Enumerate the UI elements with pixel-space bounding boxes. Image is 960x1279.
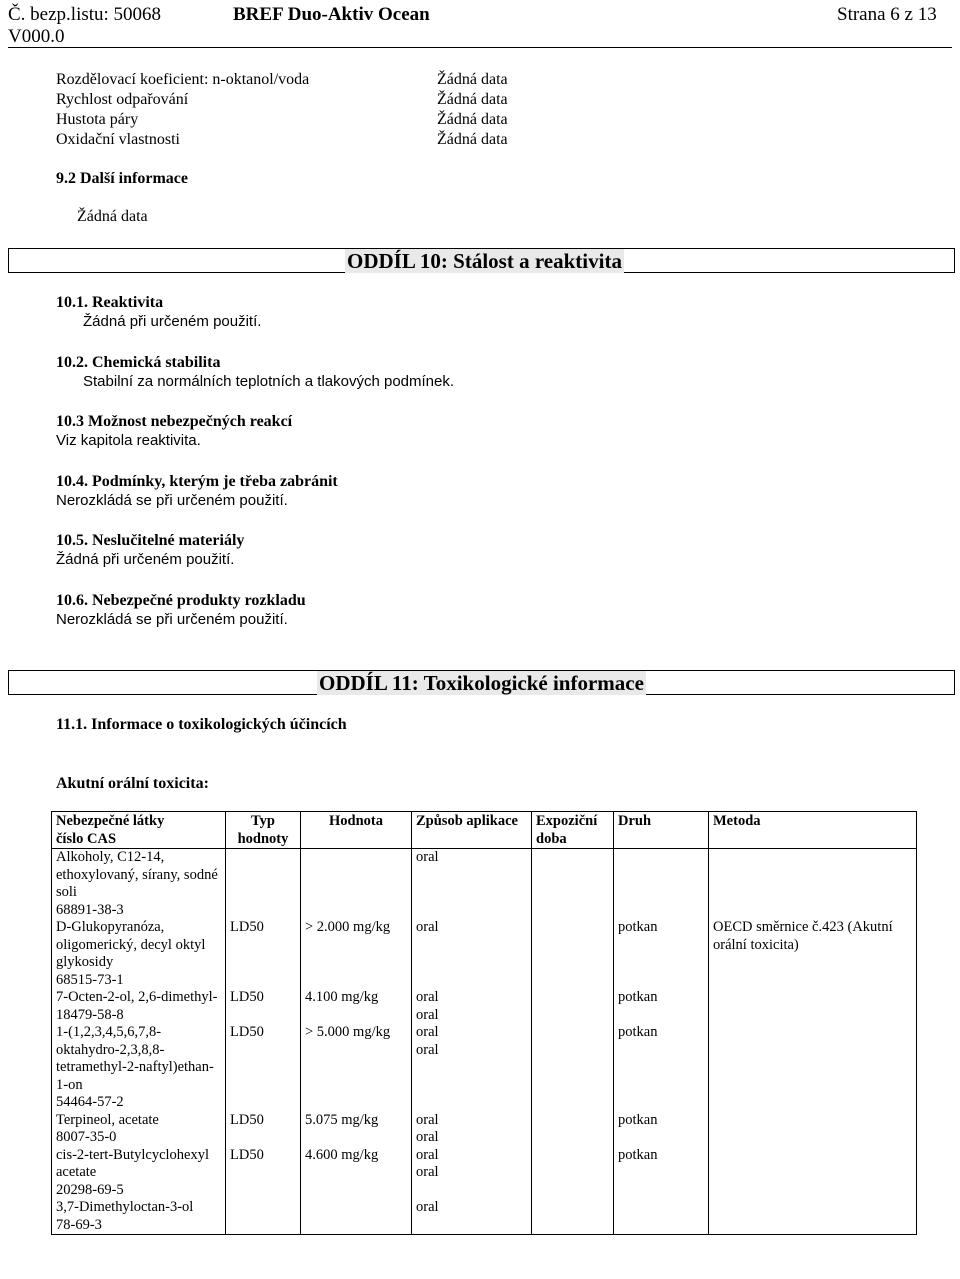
exposure-cell xyxy=(532,1112,614,1147)
property-label: Hustota páry xyxy=(56,111,139,128)
cas-number: 68891-38-3 xyxy=(56,901,124,918)
cas-number: 78-69-3 xyxy=(56,1216,102,1233)
page-number: Strana 6 z 13 xyxy=(837,4,937,25)
type-cell xyxy=(226,1199,301,1235)
item-10-2-title: 10.2. Chemická stabilita xyxy=(56,354,221,371)
header-substance-label: Nebezpečné látky xyxy=(56,813,165,829)
property-label: Rozdělovací koeficient: n-oktanol/voda xyxy=(56,71,310,88)
subsection-11-1-title: 11.1. Informace o toxikologických účincích xyxy=(56,716,347,733)
substance-cell xyxy=(52,849,226,920)
item-10-3-title: 10.3 Možnost nebezpečných reakcí xyxy=(56,413,293,430)
header-species: Druh xyxy=(614,812,709,849)
item-10-5-title: 10.5. Neslučitelné materiály xyxy=(56,532,245,549)
route-value: oral xyxy=(416,1164,439,1180)
substance-cell xyxy=(52,1112,226,1147)
section-11-title: ODDÍL 11: Toxikologické informace xyxy=(319,671,644,695)
species-cell: potkan xyxy=(614,1147,709,1200)
value-cell: > 2.000 mg/kg xyxy=(301,919,412,989)
value-cell: > 5.000 mg/kg xyxy=(301,1024,412,1112)
exposure-cell xyxy=(532,1147,614,1200)
route-extra: oral xyxy=(416,1146,439,1163)
substance-name: Alkoholy, C12-14, ethoxylovaný, sírany, sodné soli xyxy=(56,849,218,900)
header-type: Typ hodnoty xyxy=(226,812,301,849)
route-cell xyxy=(412,1147,532,1200)
doc-version: V000.0 xyxy=(8,26,65,47)
property-label: Oxidační vlastnosti xyxy=(56,131,180,148)
method-cell xyxy=(709,989,917,1024)
route-extra: oral xyxy=(416,1024,439,1040)
exposure-cell xyxy=(532,1024,614,1112)
header-exposure: Expoziční doba xyxy=(532,812,614,849)
type-cell: LD50 xyxy=(226,1024,301,1112)
species-cell: potkan xyxy=(614,1112,709,1147)
species-cell: potkan xyxy=(614,989,709,1024)
method-cell xyxy=(709,1112,917,1147)
route-extra: oral xyxy=(416,1111,439,1128)
item-10-3-text: Viz kapitola reaktivita. xyxy=(56,432,201,449)
route-cell: oral xyxy=(412,849,532,920)
value-cell xyxy=(301,1199,412,1235)
value-cell: 4.100 mg/kg xyxy=(301,989,412,1024)
table-header-row xyxy=(52,812,917,849)
route-extra: oral xyxy=(416,989,439,1005)
table-row xyxy=(52,1112,917,1147)
type-cell: LD50 xyxy=(226,989,301,1024)
table-row xyxy=(52,1199,917,1235)
species-cell xyxy=(614,849,709,920)
table-row xyxy=(52,1147,917,1200)
substance-name: 1-(1,2,3,4,5,6,7,8-oktahydro-2,3,8,8-tetramethyl-2-naftyl)ethan-1-on xyxy=(56,1024,214,1093)
header-value: Hodnota xyxy=(301,812,412,849)
cas-number: 20298-69-5 xyxy=(56,1181,124,1198)
substance-cell xyxy=(52,1199,226,1235)
cas-number: 54464-57-2 xyxy=(56,1094,124,1110)
exposure-cell xyxy=(532,1199,614,1235)
cas-number: 8007-35-0 xyxy=(56,1129,117,1145)
route-cell: oral xyxy=(412,919,532,989)
type-cell: LD50 xyxy=(226,1112,301,1147)
table-row xyxy=(52,849,917,920)
route-value: oral xyxy=(416,1006,439,1023)
item-10-5-text: Žádná při určeném použití. xyxy=(56,551,235,568)
substance-cell xyxy=(52,1147,226,1200)
value-cell: 5.075 mg/kg xyxy=(301,1112,412,1147)
type-cell xyxy=(226,849,301,920)
item-10-2-text: Stabilní za normálních teplotních a tlakových podmínek. xyxy=(83,373,455,390)
method-cell xyxy=(709,849,917,920)
property-value: Žádná data xyxy=(437,131,508,148)
table-row xyxy=(52,989,917,1024)
subsection-9-2-title: 9.2 Další informace xyxy=(56,170,188,187)
doc-number: Č. bezp.listu: 50068 xyxy=(8,4,162,25)
type-cell: LD50 xyxy=(226,919,301,989)
property-value: Žádná data xyxy=(437,91,508,108)
subsection-9-2-text: Žádná data xyxy=(77,208,148,225)
type-cell: LD50 xyxy=(226,1147,301,1200)
item-10-1-title: 10.1. Reaktivita xyxy=(56,294,164,311)
header-cas-label: číslo CAS xyxy=(56,830,117,847)
substance-cell xyxy=(52,919,226,989)
substance-name: 7-Octen-2-ol, 2,6-dimethyl- xyxy=(56,989,218,1005)
header-divider xyxy=(8,47,952,48)
route-value: oral xyxy=(416,1129,439,1145)
header-route: Způsob aplikace xyxy=(412,812,532,849)
section-10-title: ODDÍL 10: Stálost a reaktivita xyxy=(347,249,622,273)
substance-cell xyxy=(52,1024,226,1112)
method-cell: OECD směrnice č.423 (Akutní orální toxicita) xyxy=(709,919,917,989)
item-10-4-text: Nerozkládá se při určeném použití. xyxy=(56,492,288,509)
substance-cell xyxy=(52,989,226,1024)
species-cell xyxy=(614,1199,709,1235)
method-cell xyxy=(709,1024,917,1112)
substance-name: Terpineol, acetate xyxy=(56,1111,159,1128)
substance-name: D-Glukopyranóza, oligomerický, decyl oktyl glykosidy xyxy=(56,919,206,970)
section-10-banner xyxy=(8,248,955,273)
item-10-6-title: 10.6. Nebezpečné produkty rozkladu xyxy=(56,592,306,609)
species-cell: potkan xyxy=(614,1024,709,1112)
exposure-cell xyxy=(532,849,614,920)
route-cell: oral xyxy=(412,1199,532,1235)
acute-oral-toxicity-title: Akutní orální toxicita: xyxy=(56,775,209,792)
species-cell: potkan xyxy=(614,919,709,989)
property-value: Žádná data xyxy=(437,111,508,128)
item-10-6-text: Nerozkládá se při určeném použití. xyxy=(56,611,288,628)
product-name: BREF Duo-Aktiv Ocean xyxy=(233,4,430,25)
value-cell: 4.600 mg/kg xyxy=(301,1147,412,1200)
route-cell xyxy=(412,989,532,1024)
exposure-cell xyxy=(532,989,614,1024)
property-label: Rychlost odpařování xyxy=(56,91,189,108)
item-10-1-text: Žádná při určeném použití. xyxy=(83,313,262,330)
table-row xyxy=(52,919,917,989)
item-10-4-title: 10.4. Podmínky, kterým je třeba zabránit xyxy=(56,473,338,490)
toxicity-table xyxy=(51,811,917,1235)
header-substance xyxy=(52,812,226,849)
section-11-banner xyxy=(8,670,955,695)
route-value: oral xyxy=(416,1041,439,1058)
property-value: Žádná data xyxy=(437,71,508,88)
substance-name: cis-2-tert-Butylcyclohexyl acetate xyxy=(56,1146,210,1180)
header-method: Metoda xyxy=(709,812,917,849)
cas-number: 18479-58-8 xyxy=(56,1006,124,1023)
method-cell xyxy=(709,1147,917,1200)
substance-name: 3,7-Dimethyloctan-3-ol xyxy=(56,1199,194,1215)
route-cell xyxy=(412,1112,532,1147)
value-cell xyxy=(301,849,412,920)
cas-number: 68515-73-1 xyxy=(56,971,124,988)
method-cell xyxy=(709,1199,917,1235)
route-cell xyxy=(412,1024,532,1112)
exposure-cell xyxy=(532,919,614,989)
table-row xyxy=(52,1024,917,1112)
